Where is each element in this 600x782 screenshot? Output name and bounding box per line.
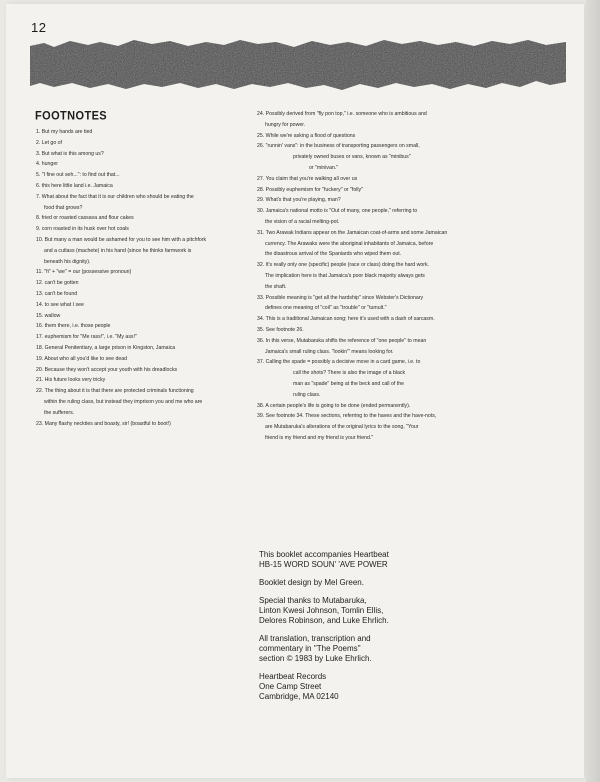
page-edge-shadow: [586, 0, 600, 782]
footnote-27: 27. You claim that you're walking all over us: [257, 175, 358, 182]
footnote-22: 22. The thing about it is that there are protected criminals functioning within the ruling class, but instead they imprison you and me who are the sufferers.: [36, 388, 203, 416]
footnote-25: 25. While we're asking a flood of questions: [257, 132, 356, 139]
torn-paper-banner: [30, 38, 566, 92]
footnote-9: 9. corn roasted in its husk over hot coals: [36, 226, 129, 233]
footnote-16: 16. them there, i.e. those people: [36, 323, 111, 330]
footnote-18: 18. General Penitentiary, a large prison in Kingston, Jamaica: [36, 344, 176, 351]
footnote-38: 38. A certain people's life is going to be done (ended permanently).: [257, 402, 411, 409]
footnote-34: 34. This is a traditional Jamaican song; here it's used with a dash of sarcasm.: [257, 316, 435, 323]
footnote-14: 14. to see what I see: [36, 301, 84, 308]
footnote-10: 10. But many a man would be ashamed for you to see him with a pitchfork and a cutlass (machete) in his hand (since he thinks farmwork is beneath his dignity).: [36, 236, 207, 265]
footnote-13: 13. can't be found: [36, 290, 78, 297]
footnote-3: 3. But what is this among us?: [36, 150, 104, 157]
footnote-36: 36. In this verse, Mutabaruka shifts the reference of "one people" to mean Jamaica's small ruling class. "lookin'" means looking for.: [257, 337, 427, 355]
footnote-33: 33. Possible meaning is "get all the hardship" since Webster's Dictionary defines one meaning of "coil" as "trouble" or "tumult.": [257, 294, 424, 312]
footnote-11: 11. "fi" + "we" = our (possessive pronoun): [36, 269, 132, 276]
footnote-28: 28. Possibly euphemism for "fuckery" or "folly": [257, 186, 363, 193]
footnotes-heading: FOOTNOTES: [35, 109, 108, 123]
credits-design: Booklet design by Mel Green.: [259, 578, 364, 587]
footnote-20: 20. Because they won't accept your youth with his dreadlocks: [36, 366, 178, 373]
footnote-8: 8. fried or roasted cassava and flour cakes: [36, 215, 134, 222]
page-number: 12: [31, 20, 47, 35]
footnote-26: 26. "runnin' vans": in the business of transporting passengers on small, privately owned buses or vans, known as "minibus" or "minivan.": [257, 143, 420, 171]
footnote-39: 39. See footnote 34. These sections, referring to the haves and the have-nots, are Mutabaruka's alterations of the original lyrics to the song, "Your friend is my friend and my friend is your friend.": [257, 413, 437, 441]
credits-thanks: Special thanks to Mutabaruka, Linton Kwesi Johnson, Tomlin Ellis, Delores Robinson, and Luke Ehrlich.: [259, 596, 389, 625]
footnote-6: 6. this here little land i.e. Jamaica: [36, 182, 113, 189]
footnote-2: 2. Let go of: [36, 139, 62, 146]
footnote-21: 21. His future looks very tricky: [36, 377, 106, 384]
footnote-29: 29. What's that you're playing, man?: [257, 197, 341, 204]
booklet-credits: [259, 550, 479, 710]
footnote-5: 5. "I fine out seh...": to find out that...: [36, 172, 120, 179]
footnotes-left-column: [36, 127, 248, 429]
footnote-7: 7. What about the fact that it is our children who should be eating the food that grows?: [36, 193, 194, 211]
footnote-35: 35. See footnote 26.: [257, 326, 304, 333]
footnote-30: 30. Jamaica's national motto is "Out of many, one people," referring to the vision of a racial melting-pot.: [257, 208, 418, 225]
footnote-19: 19. About who all you'd like to see dead: [36, 355, 127, 362]
footnote-37: 37. Calling the spade = possibly a decisive move in a card game, i.e. to call the shots? There is also the image of a black man as "spade" being at the beck and call of the ruling class.: [257, 359, 421, 398]
footnote-17: 17. euphemism for "Me rass!", i.e. "My ass!": [36, 334, 137, 341]
footnote-12: 12. can't be gotten: [36, 280, 79, 287]
footnote-24: 24. Possibly derived from "fly pon top," i.e. someone who is ambitious and hungry for power.: [257, 111, 427, 128]
footnote-31: 31. Two Arawak Indians appear on the Jamaican coat-of-arms and some Jamaican currency. The Arawaks were the aboriginal inhabitants of Jamaica, before the disastrous arrival of the Spaniards who wiped them out.: [257, 229, 448, 258]
credits-copyright: All translation, transcription and commentary in ''The Poems'' section © 1983 by Luke Ehrlich.: [259, 634, 372, 663]
credits-accompanies: This booklet accompanies Heartbeat HB-15 WORD SOUN' 'AVE POWER: [259, 550, 389, 569]
footnote-23: 23. Many flashy neckties and boasty, sir! (boastful to boot!): [36, 420, 171, 427]
footnote-32: 32. It's really only one (specific) people (race or class) doing the hard work. The implication here is that Jamaica's poor black majority always gets the shaft.: [257, 262, 429, 290]
footnote-1: 1. But my hands are tied: [36, 129, 93, 135]
credits-address: Heartbeat Records One Camp Street Cambridge, MA 02140: [259, 672, 339, 701]
footnote-4: 4. hunger: [36, 161, 58, 168]
footnote-15: 15. wallow: [36, 312, 61, 319]
footnotes-right-column: [257, 109, 473, 444]
